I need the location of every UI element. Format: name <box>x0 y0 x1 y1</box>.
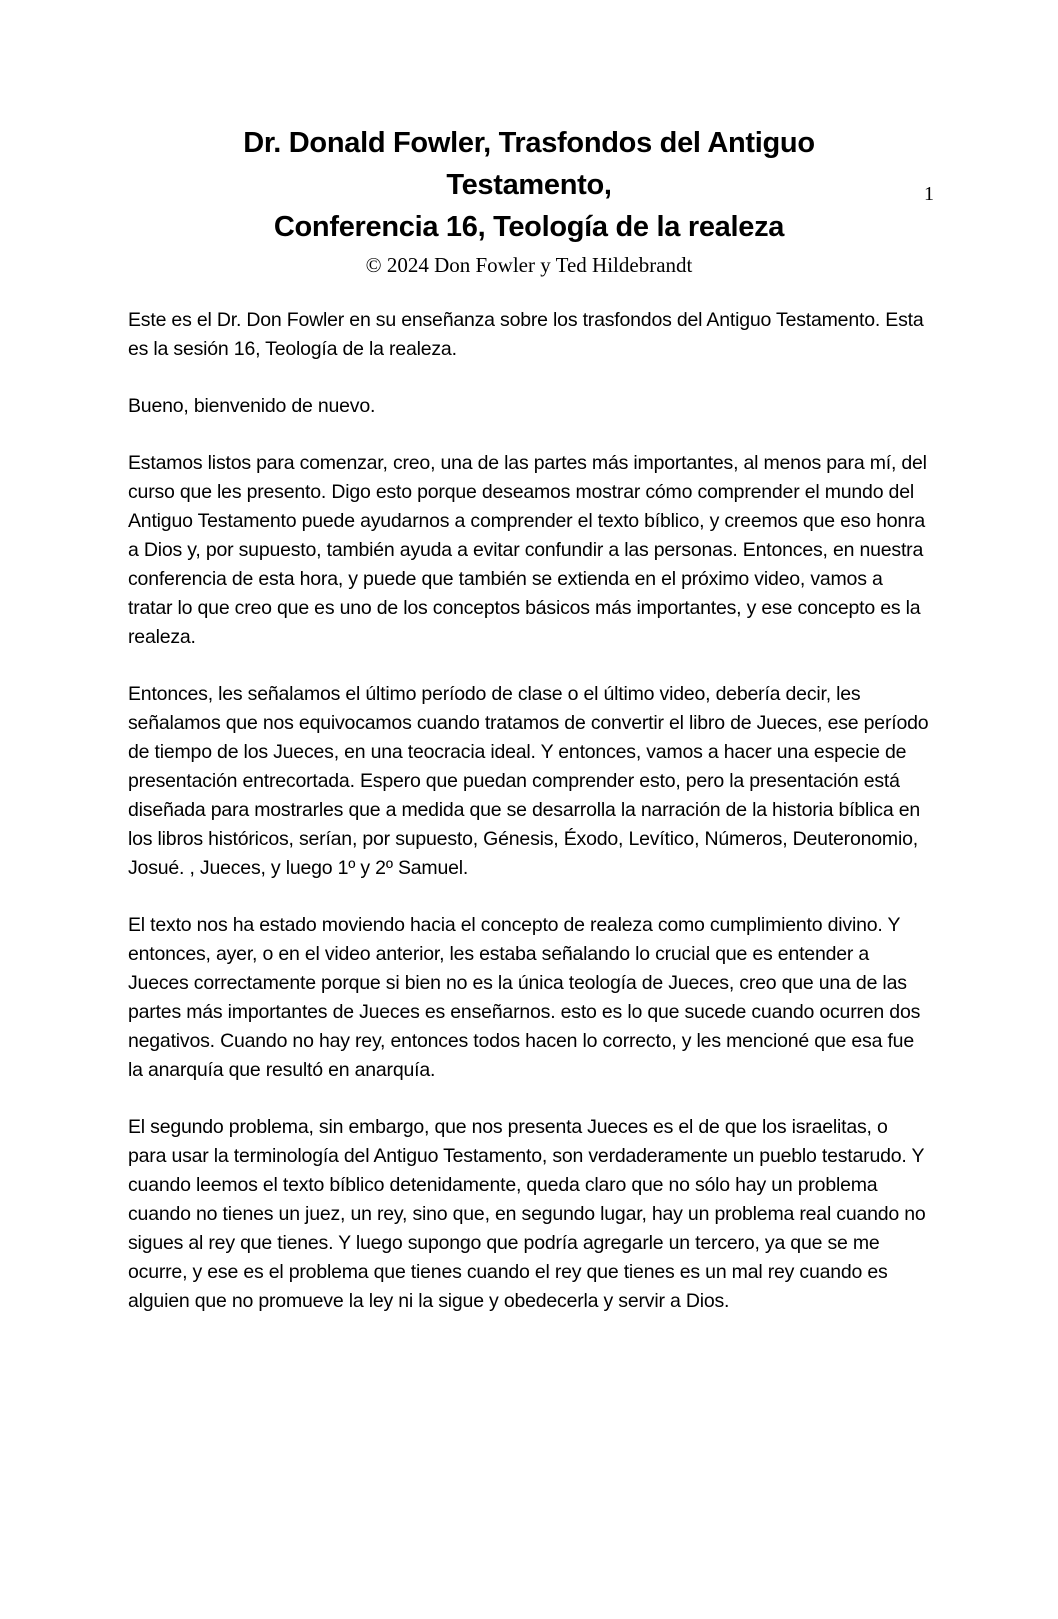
page-number: 1 <box>924 183 934 205</box>
paragraph-2: Bueno, bienvenido de nuevo. <box>128 395 376 417</box>
document-title-line-3: Conferencia 16, Teología de la realeza <box>273 211 785 243</box>
paragraph-5: El texto nos ha estado moviendo hacia el concepto de realeza como cumplimiento divino. Y entonces, ayer, o en el video anterior, les estaba señalando lo crucial que es entender a Jueces correctamente porque si bien no es la única teología de Jueces, creo que una de las partes más importantes de Jueces es enseñarnos. esto es lo que sucede cuando ocurren dos negativos. Cuando no hay rey, entonces todos hacen lo correcto, y les mencioné que esa fue la anarquía que resultó en anarquía. <box>128 914 921 1081</box>
paragraph-1: Este es el Dr. Don Fowler en su enseñanza sobre los trasfondos del Antiguo Testamento. Esta es la sesión 16, Teología de la realeza. <box>128 309 924 360</box>
document-title-line-2: Testamento, <box>446 169 612 201</box>
paragraph-4: Entonces, les señalamos el último período de clase o el último video, debería decir, les señalamos que nos equivocamos cuando tratamos de convertir el libro de Jueces, ese período de tiempo de los Jueces, en una teocracia ideal. Y entonces, vamos a hacer una especie de presentación entrecortada. Espero que puedan comprender esto, pero la presentación está diseñada para mostrarles que a medida que se desarrolla la narración de la historia bíblica en los libros históricos, serían, por supuesto, Génesis, Éxodo, Levítico, Números, Deuteronomio, Josué. , Jueces, y luego 1º y 2º Samuel. <box>128 683 929 879</box>
paragraph-6: El segundo problema, sin embargo, que nos presenta Jueces es el de que los israelitas, o para usar la terminología del Antiguo Testamento, son verdaderamente un pueblo testarudo. Y cuando leemos el texto bíblico detenidamente, queda claro que no sólo hay un problema cuando no tienes un juez, un rey, sino que, en segundo lugar, hay un problema real cuando no sigues al rey que tienes. Y luego supongo que podría agregarle un tercero, ya que se me ocurre, y ese es el problema que tienes cuando el rey que tienes es un mal rey cuando es alguien que no promueve la ley ni la sigue y obedecerla y servir a Dios. <box>128 1116 926 1312</box>
copyright-line: © 2024 Don Fowler y Ted Hildebrandt <box>365 253 693 277</box>
document-body <box>128 306 930 1316</box>
document-header <box>0 122 1058 279</box>
paragraph-3: Estamos listos para comenzar, creo, una de las partes más importantes, al menos para mí, del curso que les presento. Digo esto porque deseamos mostrar cómo comprender el mundo del Antiguo Testamento puede ayudarnos a comprender el texto bíblico, y creemos que eso honra a Dios y, por supuesto, también ayuda a evitar confundir a las personas. Entonces, en nuestra conferencia de esta hora, y puede que también se extienda en el próximo video, vamos a tratar lo que creo que es uno de los conceptos básicos más importantes, y ese concepto es la realeza. <box>128 452 927 648</box>
document-title-line-1: Dr. Donald Fowler, Trasfondos del Antiguo <box>243 127 815 159</box>
